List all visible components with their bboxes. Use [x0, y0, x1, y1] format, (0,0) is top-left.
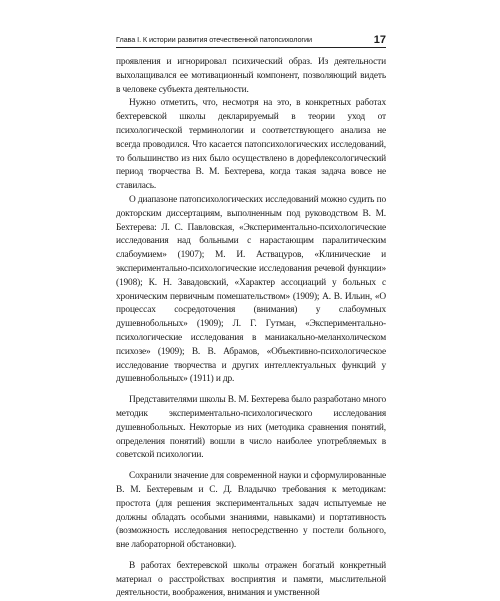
paragraph: О диапазоне патопсихологических исследований можно судить по докторским диссертациям, выполненным под руководством В. М. Бехтерева: Л. С. Павловская, «Экспериментально-психологические исследования над больными с нарастающим паралитическим слабоумием» (1907); М. И. Аствацуров, «Клинические и экспериментально-психологические исследования речевой функции» (1908); К. Н. Завадовский, «Характер ассоциаций у больных с хроническим первичным помешательством» (1909); А. В. Ильин, «О процессах сосредоточения (внимания) у слабоумных душевнобольных» (1909); Л. Г. Гутман, «Экспериментально-психологические исследования в маниакально-меланхолическом психозе» (1909); В. В. Абрамов, «Объективно-психологическое исследование творчества и других интеллектуальных функций у душевнобольных» (1911) и др. — [116, 194, 386, 385]
paragraph: Нужно отметить, что, несмотря на это, в конкретных работах бехтеревской школы декларируемый в теории уход от психологической терминологии и соответствующего анализа не всегда проводился. Что касается патопсихологических исследований, то большинство из них было осуществлено в дорефлексологический период творчества В. М. Бехтерева, когда такая задача вовсе не ставилась. — [116, 98, 386, 192]
running-head: Глава I. К истории развития отечественной патопсихологии — [116, 35, 312, 44]
paragraph: Представителями школы В. М. Бехтерева было разработано много методик экспериментально-психологического исследования душевнобольных. Некоторые из них (методика сравнения понятий, определения понятий) вошли в число наиболее употребляемых в советской психологии. — [116, 395, 386, 461]
paragraph-continued: проявления и игнорировал психический образ. Из деятельности выхолащивался ее мотивационный компонент, позволяющий видеть в человеке субъекта деятельности. — [116, 57, 386, 95]
paragraph: В работах бехтеревской школы отражен богатый конкретный материал о расстройствах восприятия и памяти, мыслительной деятельности, воображения, внимания и умственной — [116, 560, 386, 599]
page-header — [116, 31, 386, 48]
paragraph: Сохранили значение для современной науки и сформулированные В. М. Бехтеревым и С. Д. Владычко требования к методикам: простота (для решения экспериментальных задач испытуемые не должны обладать особыми знаниями, навыками) и портативность (возможность исследования непосредственно у постели больного, вне лабораторной обстановки). — [116, 471, 386, 551]
page-number: 17 — [373, 34, 386, 46]
page-body — [116, 56, 386, 601]
